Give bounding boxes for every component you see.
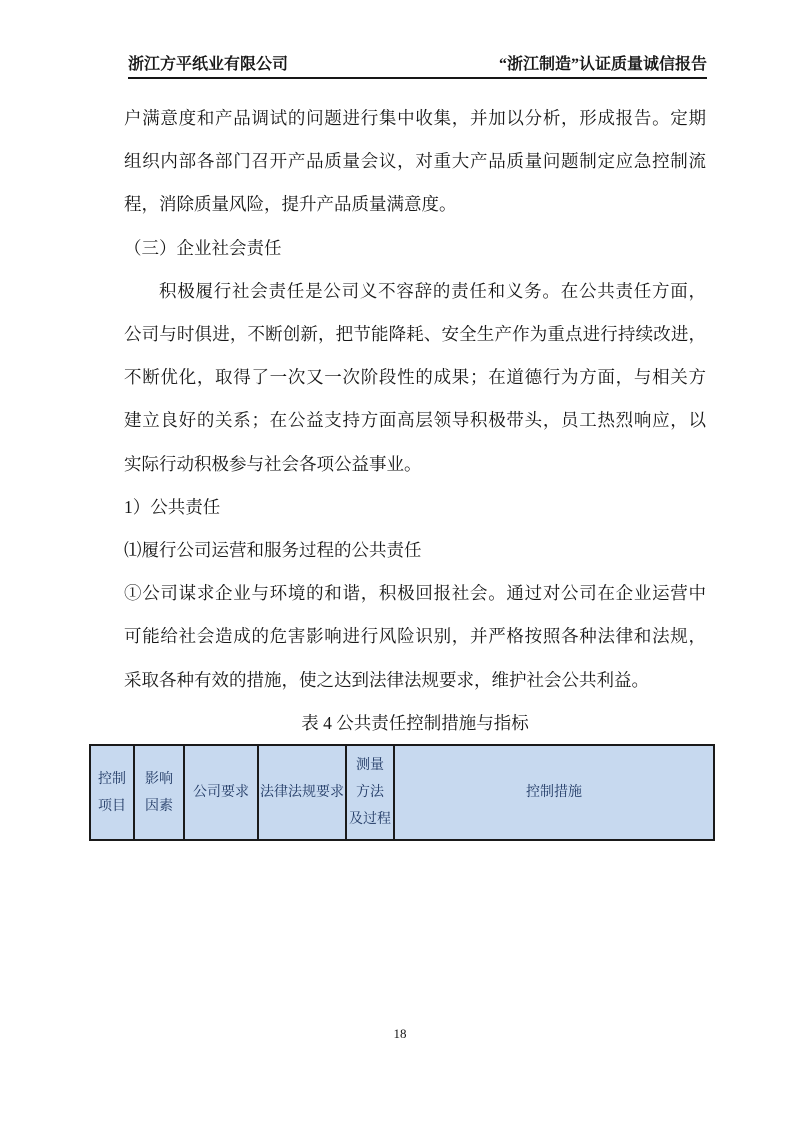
table-header-line: 控制措施 <box>526 785 582 800</box>
paragraph-line: 户满意度和产品调试的问题进行集中收集，并加以分析，形成报告。定期 <box>124 108 706 128</box>
paragraph-line: 程，消除质量风险，提升产品质量满意度。 <box>124 194 457 215</box>
paragraph-line: 采取各种有效的措施，使之达到法律法规要求，维护社会公共利益。 <box>124 669 649 690</box>
paragraph-line: 公司与时俱进，不断创新，把节能降耗、安全生产作为重点进行持续改进， <box>124 324 706 345</box>
table-caption: 表 4 公共责任控制措施与指标 <box>301 712 529 733</box>
subsection-heading: ⑴履行公司运营和服务过程的公共责任 <box>124 540 422 561</box>
table-header-legal-requirement <box>259 746 347 839</box>
table-header-line: 项目 <box>98 798 126 814</box>
table-header-influence-factor <box>135 746 185 839</box>
table-header-line: 方法 <box>356 785 384 800</box>
subsection-heading: 1）公共责任 <box>124 496 221 517</box>
table-header-line: 控制 <box>98 771 126 787</box>
paragraph-line: 不断优化，取得了一次又一次阶段性的成果；在道德行为方面，与相关方 <box>124 367 706 388</box>
paragraph-line: 实际行动积极参与社会各项公益事业。 <box>124 453 422 474</box>
public-responsibility-table <box>89 744 715 841</box>
table-header-line: 法律法规要求 <box>260 785 344 800</box>
header-report-title: “浙江制造”认证质量诚信报告 <box>498 56 707 73</box>
paragraph-line: 组织内部各部门召开产品质量会议，对重大产品质量问题制定应急控制流 <box>124 151 706 172</box>
table-header-control-measure <box>395 746 713 839</box>
table-header-line: 影响 <box>145 771 173 787</box>
document-body <box>124 97 706 745</box>
paragraph-line: 建立良好的关系；在公益支持方面高层领导积极带头，员工热烈响应，以 <box>124 410 706 431</box>
page-header <box>128 51 707 79</box>
table-header-measurement-method <box>347 746 395 839</box>
table-header-line: 因素 <box>145 798 173 814</box>
section-heading: （三）企业社会责任 <box>124 237 282 258</box>
header-company-name: 浙江方平纸业有限公司 <box>128 56 289 73</box>
page-number: 18 <box>393 1026 407 1041</box>
table-header-company-requirement <box>185 746 259 839</box>
paragraph-line: 积极履行社会责任是公司义不容辞的责任和义务。在公共责任方面， <box>159 280 706 301</box>
table-header-line: 公司要求 <box>193 785 249 800</box>
paragraph-line: ①公司谋求企业与环境的和谐，积极回报社会。通过对公司在企业运营中 <box>124 583 706 604</box>
paragraph-line: 可能给社会造成的危害影响进行风险识别，并严格按照各种法律和法规， <box>124 626 706 647</box>
table-header-line: 及过程 <box>349 812 391 827</box>
table-header-line: 测量 <box>356 758 384 773</box>
table-header-control-item <box>91 746 135 839</box>
